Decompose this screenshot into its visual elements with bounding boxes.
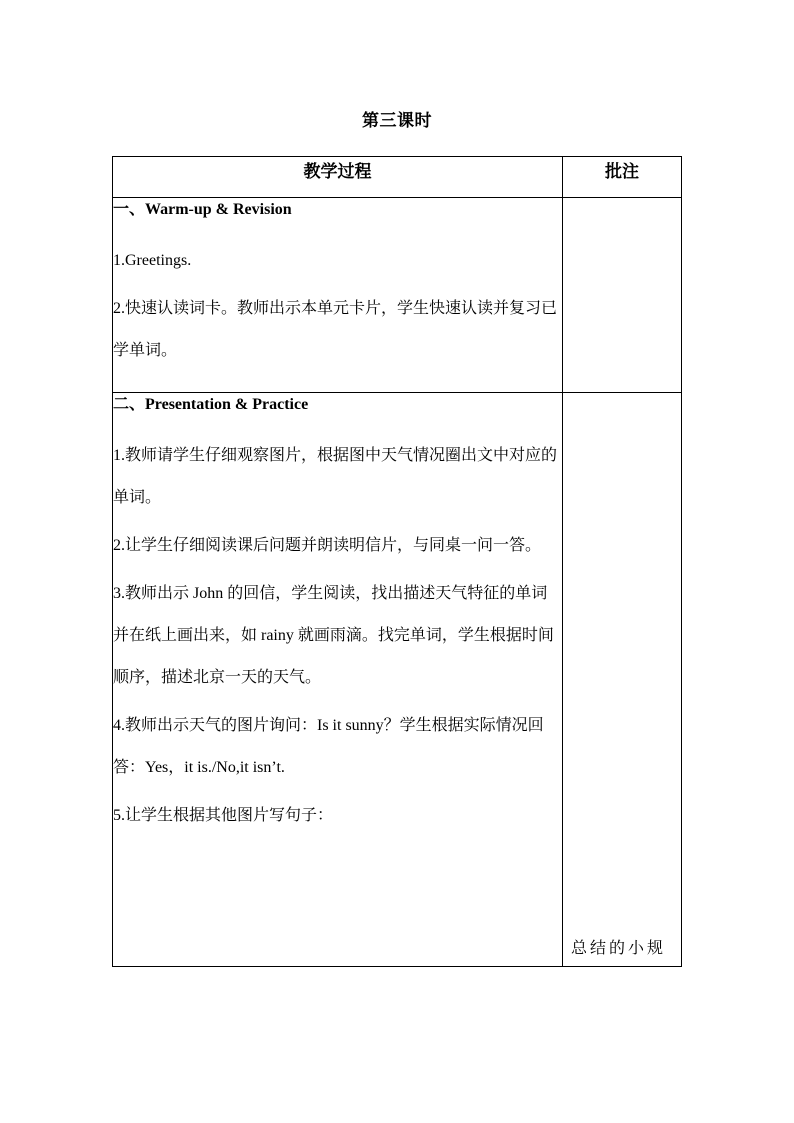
lesson-plan-table <box>112 156 682 967</box>
step-item: 5.让学生根据其他图片写句子： <box>113 807 334 824</box>
process-cell-presentation <box>113 393 563 967</box>
step-item: 2.让学生仔细阅读课后问题并朗读明信片，与同桌一问一答。 <box>113 537 542 554</box>
table-row <box>113 393 682 967</box>
step-item: 1.Greetings. <box>113 252 192 269</box>
header-teaching-process: 教学过程 <box>113 157 563 198</box>
notes-cell-presentation <box>563 393 682 967</box>
section-title-presentation: 二、Presentation & Practice <box>113 396 309 413</box>
table-header-row <box>113 157 682 198</box>
step-item: 1.教师请学生仔细观察图片，根据图中天气情况圈出文中对应的单词。 <box>113 447 558 506</box>
step-item: 2.快速认读词卡。教师出示本单元卡片，学生快速认读并复习已学单词。 <box>113 300 558 359</box>
note-text: 总结的小规 <box>571 940 667 957</box>
table-row <box>113 198 682 393</box>
section-title-warmup: 一、Warm-up & Revision <box>113 201 292 218</box>
page-title: 第三课时 <box>362 111 432 130</box>
step-item: 4.教师出示天气的图片询问：Is it sunny？学生根据实际情况回答：Yes，it is./No,it isn’t. <box>113 717 544 776</box>
step-item: 3.教师出示 John 的回信，学生阅读，找出描述天气特征的单词并在纸上画出来，如 rainy 就画雨滴。找完单词，学生根据时间顺序，描述北京一天的天气。 <box>113 585 554 686</box>
notes-cell-warmup <box>563 198 682 393</box>
header-notes: 批注 <box>563 157 682 198</box>
process-cell-warmup <box>113 198 563 393</box>
